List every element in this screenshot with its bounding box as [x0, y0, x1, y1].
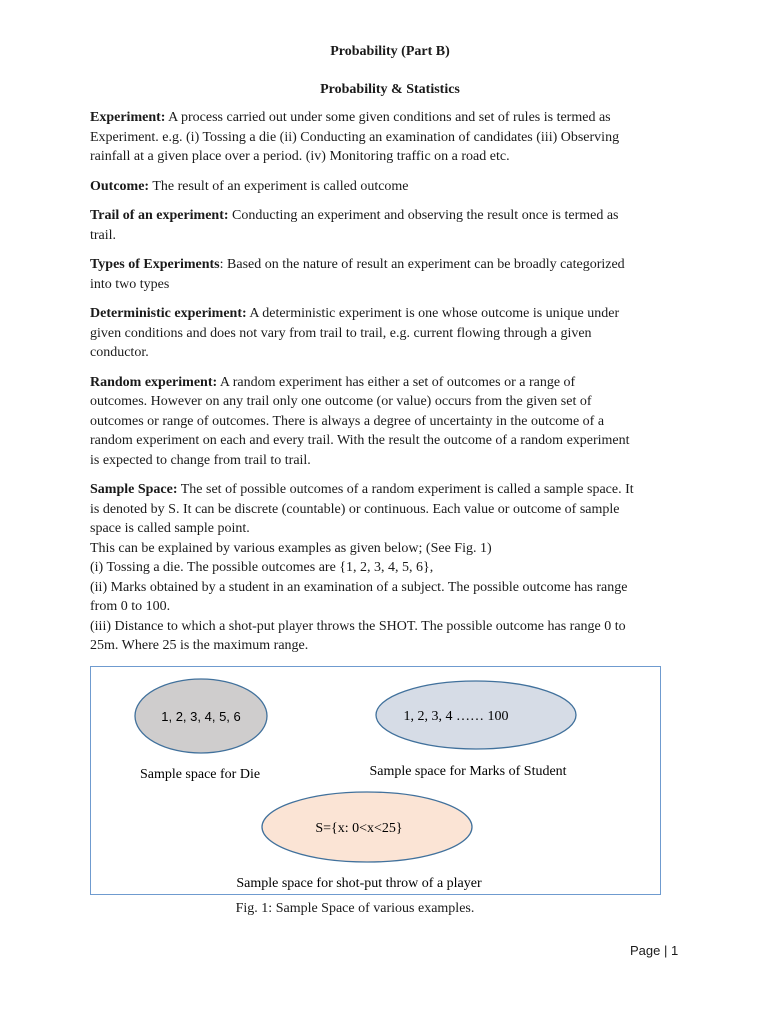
text-line: (ii) Marks obtained by a student in an examination of a subject. The possible outcome has range	[90, 579, 628, 595]
text-line: random experiment on each and every trail. With the result the outcome of a random experiment	[90, 433, 630, 448]
text-line: 25m. Where 25 is the maximum range.	[90, 638, 309, 653]
text-line: (iii) Distance to which a shot-put player throws the SHOT. The possible outcome has range 0 to	[90, 618, 626, 634]
text-line: : Based on the nature of result an experiment can be broadly categorized	[219, 257, 625, 272]
text-line: Experiment. e.g. (i) Tossing a die (ii) Conducting an examination of candidates (iii) Observing	[90, 129, 620, 145]
text-line: is denoted by S. It can be discrete (countable) or continuous. Each value or outcome of sample	[90, 501, 620, 517]
paragraph-sample-space	[90, 480, 690, 656]
figure-box	[90, 666, 661, 895]
text-line: This can be explained by various examples as given below; (See Fig. 1)	[90, 540, 492, 556]
text-line: from 0 to 100.	[90, 599, 171, 614]
term-sample-space: Sample Space:	[90, 482, 178, 497]
text-line: is expected to change from trail to trail.	[90, 452, 311, 468]
term-random: Random experiment:	[90, 374, 218, 390]
term-experiment: Experiment:	[90, 110, 166, 125]
text-line: A process carried out under some given conditions and set of rules is termed as	[165, 110, 611, 125]
page-number: Page | 1	[630, 943, 679, 958]
term-types: Types of Experiments	[90, 257, 220, 272]
paragraph-outcome	[90, 177, 690, 197]
document-title: Probability (Part B)	[330, 44, 450, 59]
text-line: outcomes. However on any trail only one outcome (or value) occurs from the given set of	[90, 394, 592, 409]
marks-set-text: 1, 2, 3, 4 …… 100	[403, 709, 509, 724]
sample-space-diagram	[91, 667, 662, 896]
text-line: A deterministic experiment is one whose outcome is unique under	[246, 306, 620, 321]
figure-caption: Fig. 1: Sample Space of various examples.	[235, 901, 475, 916]
text-line: into two types	[90, 276, 170, 292]
die-label: Sample space for Die	[139, 767, 261, 782]
paragraph-random	[90, 373, 690, 471]
marks-label: Sample space for Marks of Student	[369, 764, 567, 779]
shot-set-text: S={x: 0<x<25}	[315, 821, 403, 836]
text-line: trail.	[90, 227, 117, 243]
text-line: conductor.	[90, 345, 149, 360]
text-line: rainfall at a given place over a period. (iv) Monitoring traffic on a road etc.	[90, 149, 510, 164]
document-subtitle: Probability & Statistics	[320, 82, 460, 97]
text-line: (i) Tossing a die. The possible outcomes are {1, 2, 3, 4, 5, 6},	[90, 560, 434, 575]
shot-label: Sample space for shot-put throw of a player	[236, 876, 482, 891]
term-deterministic: Deterministic experiment:	[90, 306, 247, 321]
paragraph-trail	[90, 206, 690, 245]
text-line: outcomes or range of outcomes. There is always a degree of uncertainty in the outcome of a	[90, 413, 605, 429]
paragraph-deterministic	[90, 304, 690, 363]
document-body	[90, 44, 690, 656]
die-set-text: 1, 2, 3, 4, 5, 6	[161, 709, 241, 724]
term-trail: Trail of an experiment:	[90, 208, 229, 223]
text-line: A random experiment has either a set of outcomes or a range of	[217, 374, 576, 390]
paragraph-types	[90, 255, 690, 294]
text-line: The set of possible outcomes of a random experiment is called a sample space. It	[177, 482, 634, 497]
term-outcome: Outcome:	[90, 178, 150, 194]
paragraph-experiment	[90, 108, 690, 167]
text-line: space is called sample point.	[90, 521, 250, 536]
text-line: The result of an experiment is called outcome	[149, 178, 409, 194]
text-line: Conducting an experiment and observing the result once is termed as	[228, 208, 619, 223]
text-line: given conditions and does not vary from trail to trail, e.g. current flowing through a given	[90, 325, 592, 341]
